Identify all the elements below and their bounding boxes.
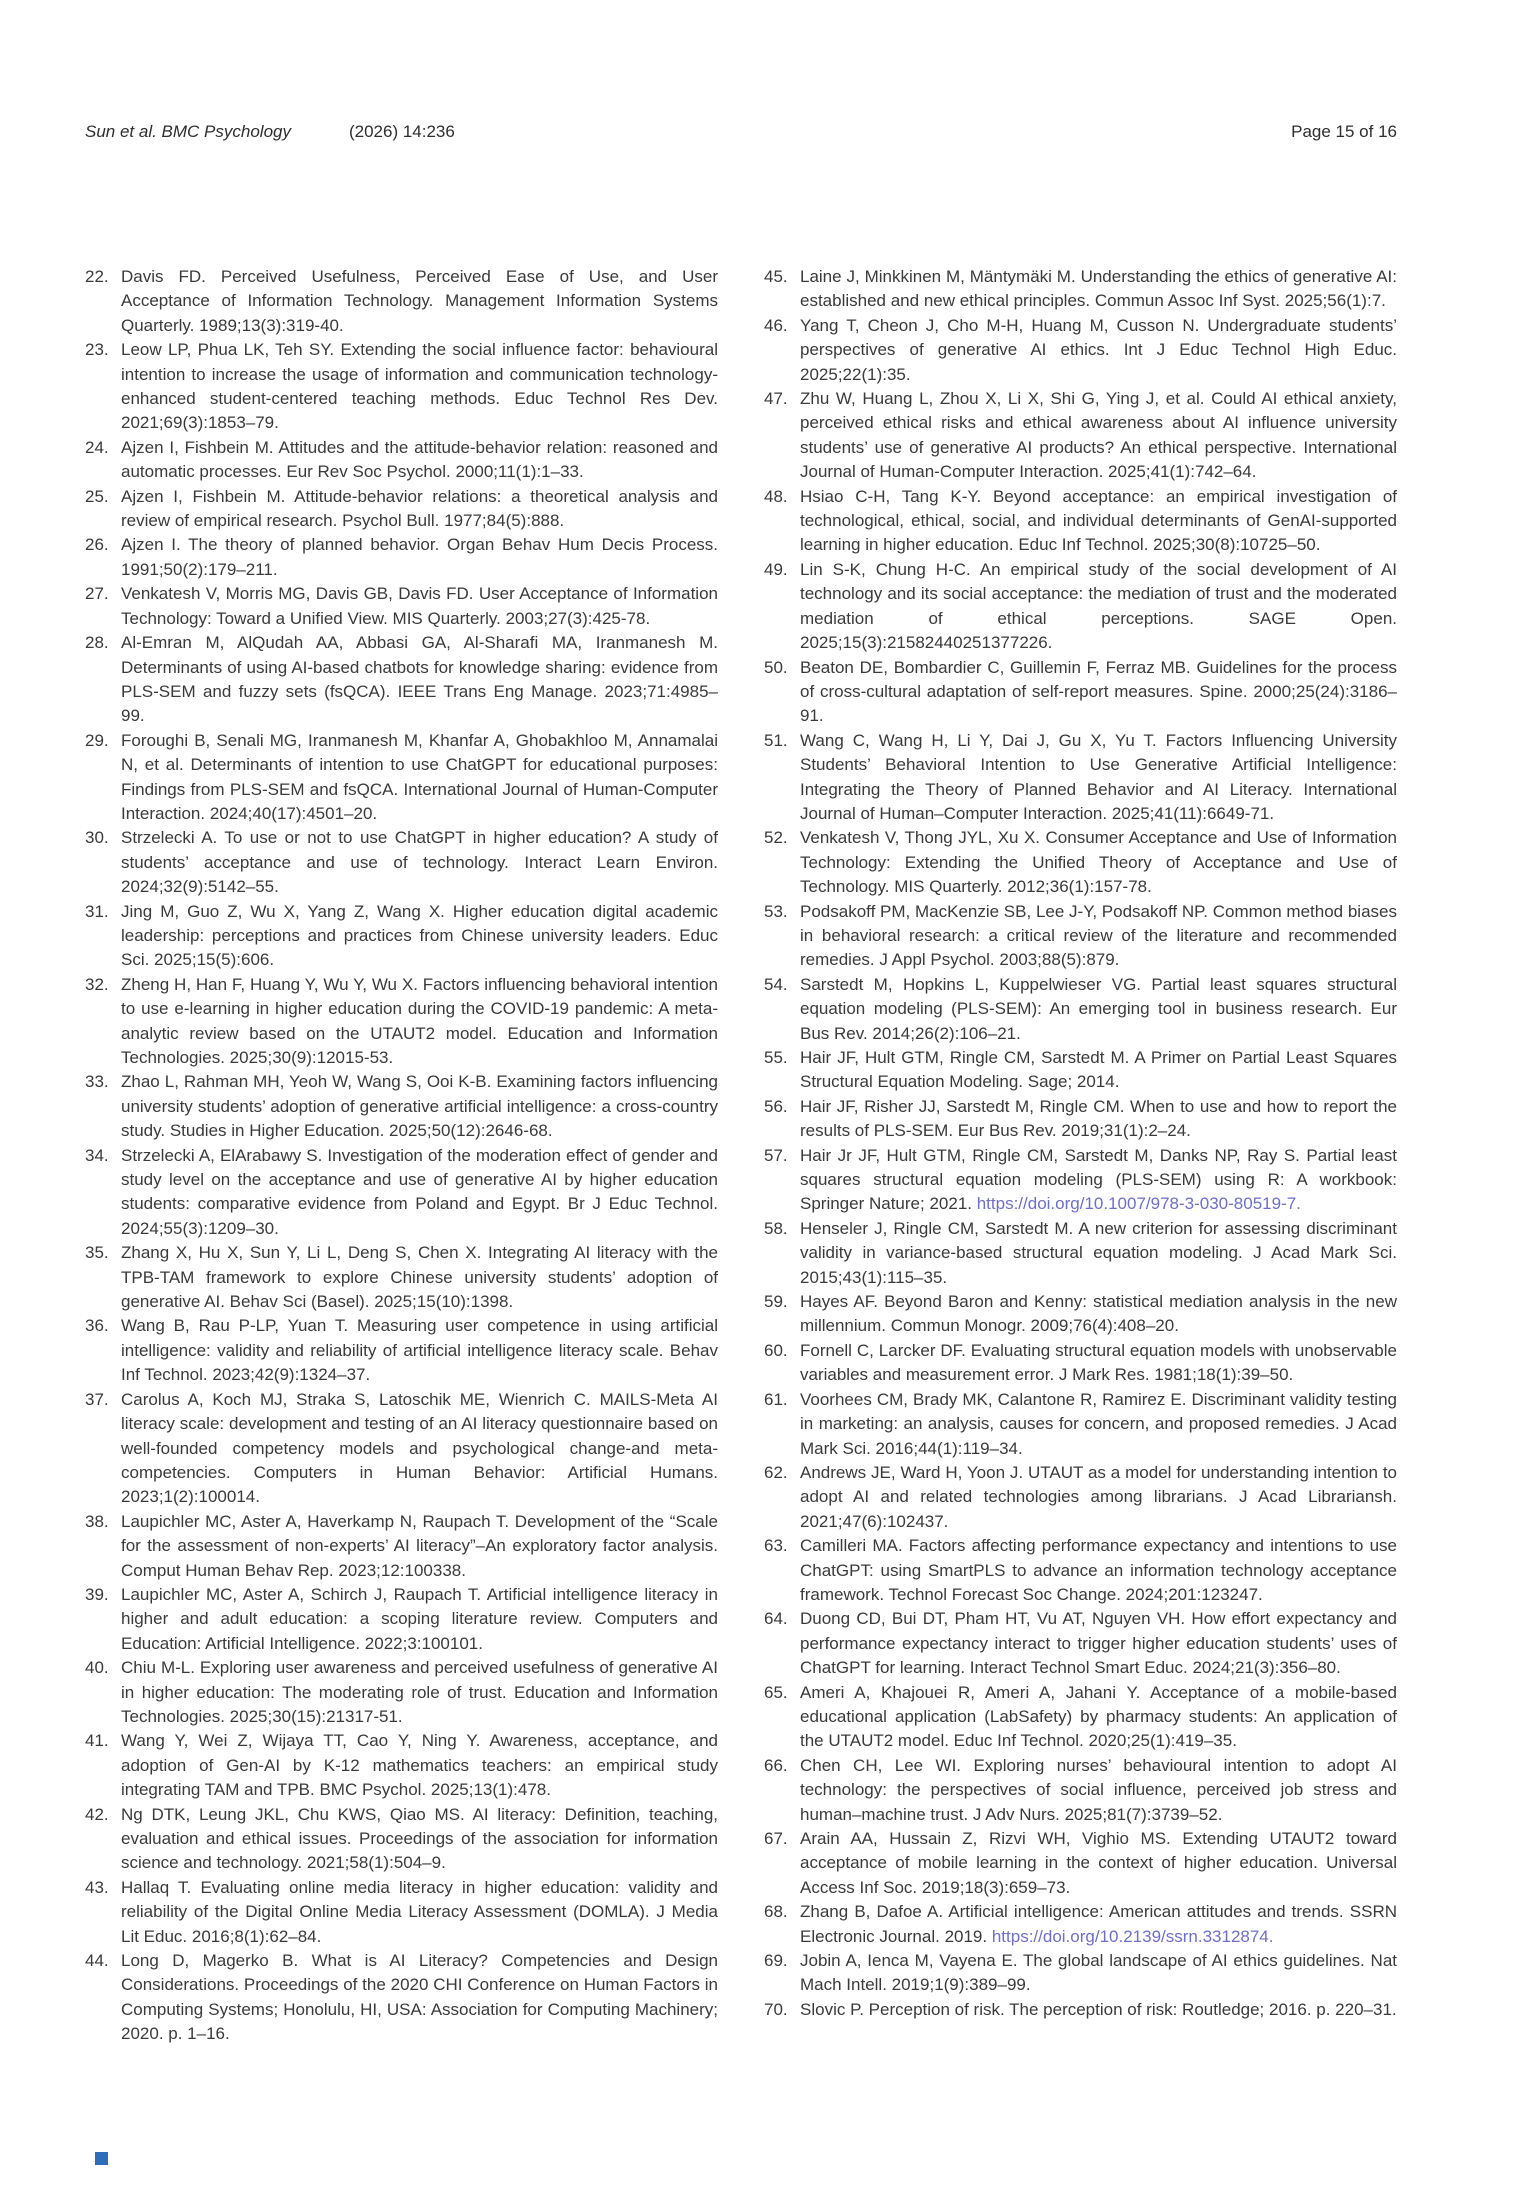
reference-item [85, 729, 718, 827]
reference-item [764, 1998, 1397, 2022]
reference-item [764, 558, 1397, 656]
reference-text [121, 1949, 718, 2047]
reference-text [121, 436, 718, 485]
reference-text-segment: Hsiao C-H, Tang K-Y. Beyond acceptance: an empirical investigation of technological, ethical, social, and individual determinants of GenAI-supported learning in higher education. Educ Inf Technol. 2025;30(8):10725–50. [800, 486, 1397, 555]
reference-text [800, 1607, 1397, 1680]
reference-item [764, 1461, 1397, 1534]
reference-text-segment: Henseler J, Ringle CM, Sarstedt M. A new criterion for assessing discriminant validity in variance-based structural equation modeling. J Acad Mark Sci. 2015;43(1):115–35. [800, 1218, 1397, 1287]
reference-text-segment: Long D, Magerko B. What is AI Literacy? Competencies and Design Considerations. Proceedings of the 2020 CHI Conference on Human Factors in Computing Systems; Honolulu, HI, USA: Association for Computing Machinery; 2020. p. 1–16. [121, 1951, 718, 2044]
reference-number: 35. [85, 1243, 109, 1263]
reference-text [800, 1339, 1397, 1388]
reference-number: 36. [85, 1316, 109, 1336]
reference-number: 63. [764, 1536, 788, 1556]
references-column-left [85, 265, 718, 2047]
reference-text-segment: Ajzen I, Fishbein M. Attitudes and the attitude-behavior relation: reasoned and automatic processes. Eur Rev Soc Psychol. 2000;11(1):1–33. [121, 437, 718, 482]
reference-text [800, 1998, 1397, 2022]
reference-text-segment: Ajzen I, Fishbein M. Attitude-behavior relations: a theoretical analysis and review of empirical research. Psychol Bull. 1977;84(5):888. [121, 486, 718, 531]
reference-text-segment: Venkatesh V, Thong JYL, Xu X. Consumer Acceptance and Use of Information Technology: Extending the Unified Theory of Acceptance and Use of Technology. MIS Quarterly. 2012;36(1):157-78. [800, 828, 1397, 897]
reference-item [764, 265, 1397, 314]
reference-text-segment: Slovic P. Perception of risk. The perception of risk: Routledge; 2016. p. 220–31. [800, 1999, 1397, 2019]
reference-number: 26. [85, 535, 109, 555]
reference-number: 33. [85, 1072, 109, 1092]
reference-text [800, 1900, 1397, 1949]
reference-text-segment: Chen CH, Lee WI. Exploring nurses’ behavioural intention to adopt AI technology: the perspectives of social influence, perceived job stress and human–machine trust. J Adv Nurs. 2025;81(7):3739–52. [800, 1755, 1397, 1824]
reference-text-segment: Zhang X, Hu X, Sun Y, Li L, Deng S, Chen X. Integrating AI literacy with the TPB-TAM framework to explore Chinese university students’ adoption of generative AI. Behav Sci (Basel). 2025;15(10):1398. [121, 1243, 718, 1312]
reference-item [764, 1388, 1397, 1461]
reference-number: 32. [85, 974, 109, 994]
reference-number: 65. [764, 1682, 788, 1702]
reference-text [121, 1656, 718, 1729]
reference-item [764, 1681, 1397, 1754]
reference-number: 47. [764, 389, 788, 409]
reference-item [764, 387, 1397, 485]
reference-text [121, 729, 718, 827]
reference-number: 61. [764, 1389, 788, 1409]
reference-text [800, 900, 1397, 973]
reference-number: 57. [764, 1145, 788, 1165]
reference-number: 28. [85, 633, 109, 653]
reference-number: 49. [764, 559, 788, 579]
reference-text [800, 1217, 1397, 1290]
reference-number: 42. [85, 1804, 109, 1824]
reference-text-segment: Andrews JE, Ward H, Yoon J. UTAUT as a model for understanding intention to adopt AI and related technologies among librarians. J Acad Librariansh. 2021;47(6):102437. [800, 1462, 1397, 1531]
reference-item [764, 1534, 1397, 1607]
reference-text [800, 314, 1397, 387]
reference-text [121, 900, 718, 973]
reference-number: 50. [764, 657, 788, 677]
reference-item [764, 900, 1397, 973]
reference-item [85, 1876, 718, 1949]
references-column-right [764, 265, 1397, 2047]
journal-citation-authors: Sun et al. BMC Psychology [85, 122, 291, 141]
reference-text [800, 826, 1397, 899]
reference-item [85, 485, 718, 534]
reference-text [121, 826, 718, 899]
reference-item [85, 1070, 718, 1143]
reference-text [121, 1070, 718, 1143]
reference-text [800, 1095, 1397, 1144]
reference-text-segment: Strzelecki A. To use or not to use ChatGPT in higher education? A study of students’ acceptance and use of technology. Interact Learn Environ. 2024;32(9):5142–55. [121, 828, 718, 897]
reference-text-segment: Duong CD, Bui DT, Pham HT, Vu AT, Nguyen VH. How effort expectancy and performance expectancy interact to trigger higher education students’ uses of ChatGPT for learning. Interact Technol Smart Educ. 2024;21(3):356–80. [800, 1609, 1397, 1678]
reference-text-segment: Zhu W, Huang L, Zhou X, Li X, Shi G, Ying J, et al. Could AI ethical anxiety, perceived ethical risks and ethical awareness about AI influence university students’ use of generative AI products? An ethical perspective. International Journal of Human-Computer Interaction. 2025;41(1):742–64. [800, 389, 1397, 482]
reference-item [85, 631, 718, 729]
reference-number: 53. [764, 901, 788, 921]
reference-text-segment: Wang B, Rau P-LP, Yuan T. Measuring user competence in using artificial intelligence: validity and reliability of artificial intelligence literacy scale. Behav Inf Technol. 2023;42(9):1324–37. [121, 1316, 718, 1385]
reference-item [85, 1729, 718, 1802]
journal-citation-volume: (2026) 14:236 [348, 122, 455, 141]
reference-number: 55. [764, 1048, 788, 1067]
reference-number: 37. [85, 1389, 109, 1409]
reference-text-segment: Carolus A, Koch MJ, Straka S, Latoschik ME, Wienrich C. MAILS-Meta AI literacy scale: development and testing of an AI literacy questionnaire based on well-founded competency models and psychological change-and meta-competencies. Computers in Human Behavior: Artificial Humans. 2023;1(2):100014. [121, 1389, 718, 1507]
reference-item [764, 1046, 1397, 1095]
reference-number: 34. [85, 1145, 109, 1165]
reference-number: 43. [85, 1877, 109, 1897]
reference-item [85, 436, 718, 485]
reference-text [800, 1827, 1397, 1900]
reference-text [800, 1461, 1397, 1534]
reference-number: 25. [85, 486, 109, 506]
reference-text [121, 1803, 718, 1876]
reference-text-segment: Zheng H, Han F, Huang Y, Wu Y, Wu X. Factors influencing behavioral intention to use e-learning in higher education during the COVID-19 pandemic: A meta-analytic review based on the UTAUT2 model. Education and Information Technologies. 2025;30(9):12015-53. [121, 974, 718, 1067]
reference-number: 54. [764, 974, 788, 994]
reference-text [121, 1583, 718, 1656]
reference-number: 56. [764, 1096, 788, 1116]
doi-link[interactable]: https://doi.org/10.1007/978-3-030-80519-7. [976, 1194, 1301, 1214]
reference-text-segment: Hayes AF. Beyond Baron and Kenny: statistical mediation analysis in the new millennium. Commun Monogr. 2009;76(4):408–20. [800, 1292, 1397, 1336]
reference-text [800, 1534, 1397, 1607]
reference-item [85, 1949, 718, 2047]
reference-number: 41. [85, 1731, 109, 1751]
reference-number: 46. [764, 315, 788, 335]
reference-text-segment: Ajzen I. The theory of planned behavior. Organ Behav Hum Decis Process. 1991;50(2):179–211. [121, 535, 718, 579]
reference-text-segment: Al-Emran M, AlQudah AA, Abbasi GA, Al-Sharafi MA, Iranmanesh M. Determinants of using AI-based chatbots for knowledge sharing: evidence from PLS-SEM and fuzzy sets (fsQCA). IEEE Trans Eng Manage. 2023;71:4985–99. [121, 633, 718, 726]
reference-text [121, 631, 718, 729]
reference-number: 52. [764, 828, 788, 848]
reference-text-segment: Hair JF, Risher JJ, Sarstedt M, Ringle CM. When to use and how to report the results of PLS-SEM. Eur Bus Rev. 2019;31(1):2–24. [800, 1096, 1397, 1141]
reference-item [764, 1290, 1397, 1339]
reference-text-segment: Hair JF, Hult GTM, Ringle CM, Sarstedt M. A Primer on Partial Least Squares Structural Equation Modeling. Sage; 2014. [800, 1048, 1397, 1092]
reference-item [764, 1827, 1397, 1900]
reference-text [121, 1388, 718, 1510]
reference-text-segment: Leow LP, Phua LK, Teh SY. Extending the social influence factor: behavioural intention to increase the usage of information and communication technology-enhanced student-centered teaching methods. Educ Technol Res Dev. 2021;69(3):1853–79. [121, 340, 718, 433]
reference-number: 67. [764, 1829, 788, 1848]
reference-text [800, 1949, 1397, 1998]
reference-number: 30. [85, 828, 109, 848]
reference-text [800, 1144, 1397, 1217]
reference-number: 68. [764, 1902, 788, 1922]
reference-number: 60. [764, 1340, 788, 1360]
reference-text-segment: Fornell C, Larcker DF. Evaluating structural equation models with unobservable variables and measurement error. J Mark Res. 1981;18(1):39–50. [800, 1340, 1397, 1385]
reference-text-segment: Sarstedt M, Hopkins L, Kuppelwieser VG. Partial least squares structural equation modeling (PLS-SEM): An emerging tool in business research. Eur Bus Rev. 2014;26(2):106–21. [800, 974, 1397, 1043]
reference-text [121, 1144, 718, 1242]
reference-item [85, 1144, 718, 1242]
reference-text [121, 1510, 718, 1583]
reference-number: 66. [764, 1755, 788, 1775]
reference-text [121, 485, 718, 534]
reference-text-segment: Wang C, Wang H, Li Y, Dai J, Gu X, Yu T. Factors Influencing University Students’ Behavioral Intention to Use Generative Artificial Intelligence: Integrating the Theory of Planned Behavior and AI Literacy. International Journal of Human–Computer Interaction. 2025;41(11):6649-71. [800, 730, 1397, 823]
reference-text-segment: Venkatesh V, Morris MG, Davis GB, Davis FD. User Acceptance of Information Technology: Toward a Unified View. MIS Quarterly. 2003;27(3):425-78. [121, 584, 718, 628]
reference-text-segment: Voorhees CM, Brady MK, Calantone R, Ramirez E. Discriminant validity testing in marketing: an analysis, causes for concern, and proposed remedies. J Acad Mark Sci. 2016;44(1):119–34. [800, 1389, 1397, 1458]
reference-item [85, 1510, 718, 1583]
reference-item [85, 973, 718, 1071]
reference-text [121, 338, 718, 436]
reference-item [764, 656, 1397, 729]
reference-item [764, 1095, 1397, 1144]
reference-text-segment: Zhao L, Rahman MH, Yeoh W, Wang S, Ooi K-B. Examining factors influencing university students’ adoption of generative artificial intelligence: a cross-country study. Studies in Higher Education. 2025;50(12):2646-68. [121, 1072, 718, 1141]
reference-number: 69. [764, 1951, 788, 1971]
reference-number: 62. [764, 1462, 788, 1482]
reference-text [800, 1046, 1397, 1095]
reference-text [121, 1876, 718, 1949]
reference-number: 39. [85, 1584, 109, 1604]
reference-item [764, 1900, 1397, 1949]
reference-item [85, 338, 718, 436]
reference-text-segment: Hallaq T. Evaluating online media literacy in higher education: validity and reliability of the Digital Online Media Literacy Assessment (DOMLA). J Media Lit Educ. 2016;8(1):62–84. [121, 1877, 718, 1946]
reference-item [85, 1583, 718, 1656]
reference-number: 27. [85, 584, 109, 604]
reference-number: 64. [764, 1609, 788, 1629]
reference-text-segment: Lin S-K, Chung H-C. An empirical study of the social development of AI technology and its social acceptance: the mediation of trust and the moderated mediation of ethical perceptions. SAGE Open. 2025;15(3):21582440251377226. [800, 559, 1397, 653]
reference-text-segment: Arain AA, Hussain Z, Rizvi WH, Vighio MS. Extending UTAUT2 toward acceptance of mobile learning in the context of higher education. Universal Access Inf Soc. 2019;18(3):659–73. [800, 1829, 1397, 1897]
reference-item [85, 900, 718, 973]
reference-text [800, 558, 1397, 656]
reference-number: 31. [85, 901, 109, 921]
reference-text-segment: Jobin A, Ienca M, Vayena E. The global landscape of AI ethics guidelines. Nat Mach Intell. 2019;1(9):389–99. [800, 1951, 1397, 1995]
reference-number: 58. [764, 1218, 788, 1238]
reference-text [121, 1241, 718, 1314]
reference-number: 51. [764, 730, 788, 750]
reference-text [121, 1729, 718, 1802]
reference-text-segment: Ameri A, Khajouei R, Ameri A, Jahani Y. Acceptance of a mobile-based educational application (LabSafety) by pharmacy students: An application of the UTAUT2 model. Educ Inf Technol. 2020;25(1):419–35. [800, 1682, 1397, 1751]
reference-item [85, 1314, 718, 1387]
reference-number: 59. [764, 1292, 788, 1312]
reference-number: 40. [85, 1658, 109, 1678]
reference-number: 24. [85, 437, 109, 457]
references-section [85, 265, 1397, 2047]
reference-item [85, 265, 718, 338]
page-number: Page 15 of 16 [1291, 122, 1397, 141]
reference-number: 70. [764, 1999, 788, 2019]
reference-item [764, 826, 1397, 899]
reference-text [800, 1681, 1397, 1754]
reference-text [800, 1754, 1397, 1827]
reference-number: 29. [85, 730, 109, 750]
reference-text [800, 973, 1397, 1046]
page-header [85, 122, 1397, 142]
doi-link[interactable]: https://doi.org/10.2139/ssrn.3312874. [991, 1926, 1274, 1946]
reference-text-segment: Podsakoff PM, MacKenzie SB, Lee J-Y, Podsakoff NP. Common method biases in behavioral research: a critical review of the literature and recommended remedies. J Appl Psychol. 2003;88(5):879. [800, 901, 1397, 970]
reference-text [800, 729, 1397, 827]
reference-number: 22. [85, 267, 109, 286]
reference-item [85, 533, 718, 582]
reference-item [85, 826, 718, 899]
reference-number: 23. [85, 340, 109, 360]
reference-item [85, 582, 718, 631]
reference-text [121, 582, 718, 631]
reference-text [121, 1314, 718, 1387]
reference-text [800, 656, 1397, 729]
reference-text [121, 533, 718, 582]
reference-item [85, 1388, 718, 1510]
reference-number: 48. [764, 486, 788, 506]
reference-item [764, 314, 1397, 387]
running-head [85, 122, 455, 142]
reference-item [85, 1656, 718, 1729]
reference-text-segment: Davis FD. Perceived Usefulness, Perceived Ease of Use, and User Acceptance of Information Technology. Management Information Systems Quarterly. 1989;13(3):319-40. [121, 267, 718, 335]
reference-text-segment: Camilleri MA. Factors affecting performance expectancy and intentions to use ChatGPT: using SmartPLS to advance an information technology acceptance framework. Technol Forecast Soc Change. 2024;201:123247. [800, 1536, 1397, 1604]
reference-text [121, 973, 718, 1071]
reference-item [764, 485, 1397, 558]
reference-item [764, 1339, 1397, 1388]
reference-text-segment: Strzelecki A, ElArabawy S. Investigation of the moderation effect of gender and study level on the acceptance and use of generative AI by higher education students: comparative evidence from Poland and Egypt. Br J Educ Technol. 2024;55(3):1209–30. [121, 1145, 718, 1238]
page-corner-marker [95, 2152, 108, 2165]
reference-text-segment: Chiu M-L. Exploring user awareness and perceived usefulness of generative AI in higher education: The moderating role of trust. Education and Information Technologies. 2025;30(15):21317-51. [121, 1658, 718, 1726]
reference-text-segment: Laupichler MC, Aster A, Haverkamp N, Raupach T. Development of the “Scale for the assessment of non-experts’ AI literacy”–An exploratory factor analysis. Comput Human Behav Rep. 2023;12:100338. [121, 1511, 718, 1580]
reference-text [800, 1388, 1397, 1461]
reference-number: 45. [764, 267, 788, 286]
reference-text-segment: Yang T, Cheon J, Cho M-H, Huang M, Cusson N. Undergraduate students’ perspectives of generative AI ethics. Int J Educ Technol High Educ. 2025;22(1):35. [800, 315, 1397, 384]
reference-text-segment: Hair Jr JF, Hult GTM, Ringle CM, Sarstedt M, Danks NP, Ray S. Partial least squares structural equation modeling (PLS-SEM) using R: A workbook: Springer Nature; 2021. [800, 1145, 1397, 1214]
reference-item [85, 1241, 718, 1314]
reference-text-segment: Foroughi B, Senali MG, Iranmanesh M, Khanfar A, Ghobakhloo M, Annamalai N, et al. Determinants of intention to use ChatGPT for educational purposes: Findings from PLS-SEM and fsQCA. International Journal of Human-Computer Interaction. 2024;40(17):4501–20. [121, 730, 718, 823]
reference-item [764, 973, 1397, 1046]
reference-text-segment: Laine J, Minkkinen M, Mäntymäki M. Understanding the ethics of generative AI: established and new ethical principles. Commun Assoc Inf Syst. 2025;56(1):7. [800, 267, 1397, 311]
reference-item [764, 1754, 1397, 1827]
reference-item [85, 1803, 718, 1876]
reference-text-segment: Ng DTK, Leung JKL, Chu KWS, Qiao MS. AI literacy: Definition, teaching, evaluation and ethical issues. Proceedings of the association for information science and technology. 2021;58(1):504–9. [121, 1804, 718, 1873]
reference-item [764, 1217, 1397, 1290]
reference-text [800, 1290, 1397, 1339]
reference-item [764, 1607, 1397, 1680]
reference-number: 44. [85, 1951, 109, 1971]
reference-text [800, 387, 1397, 485]
reference-text [800, 485, 1397, 558]
reference-text-segment: Beaton DE, Bombardier C, Guillemin F, Ferraz MB. Guidelines for the process of cross-cultural adaptation of self-report measures. Spine. 2000;25(24):3186–91. [800, 657, 1397, 726]
reference-text [121, 265, 718, 338]
reference-text-segment: Wang Y, Wei Z, Wijaya TT, Cao Y, Ning Y. Awareness, acceptance, and adoption of Gen-AI by K-12 mathematics teachers: an empirical study integrating TAM and TPB. BMC Psychol. 2025;13(1):478. [121, 1731, 718, 1800]
reference-text-segment: Laupichler MC, Aster A, Schirch J, Raupach T. Artificial intelligence literacy in higher and adult education: a scoping literature review. Computers and Education: Artificial Intelligence. 2022;3:100101. [121, 1584, 718, 1653]
reference-number: 38. [85, 1511, 109, 1531]
reference-item [764, 1144, 1397, 1217]
reference-item [764, 1949, 1397, 1998]
reference-text-segment: Jing M, Guo Z, Wu X, Yang Z, Wang X. Higher education digital academic leadership: perceptions and practices from Chinese university leaders. Educ Sci. 2025;15(5):606. [121, 901, 718, 970]
reference-text [800, 265, 1397, 314]
reference-text-segment: Zhang B, Dafoe A. Artificial intelligence: American attitudes and trends. SSRN Electronic Journal. 2019. [800, 1902, 1397, 1946]
reference-item [764, 729, 1397, 827]
